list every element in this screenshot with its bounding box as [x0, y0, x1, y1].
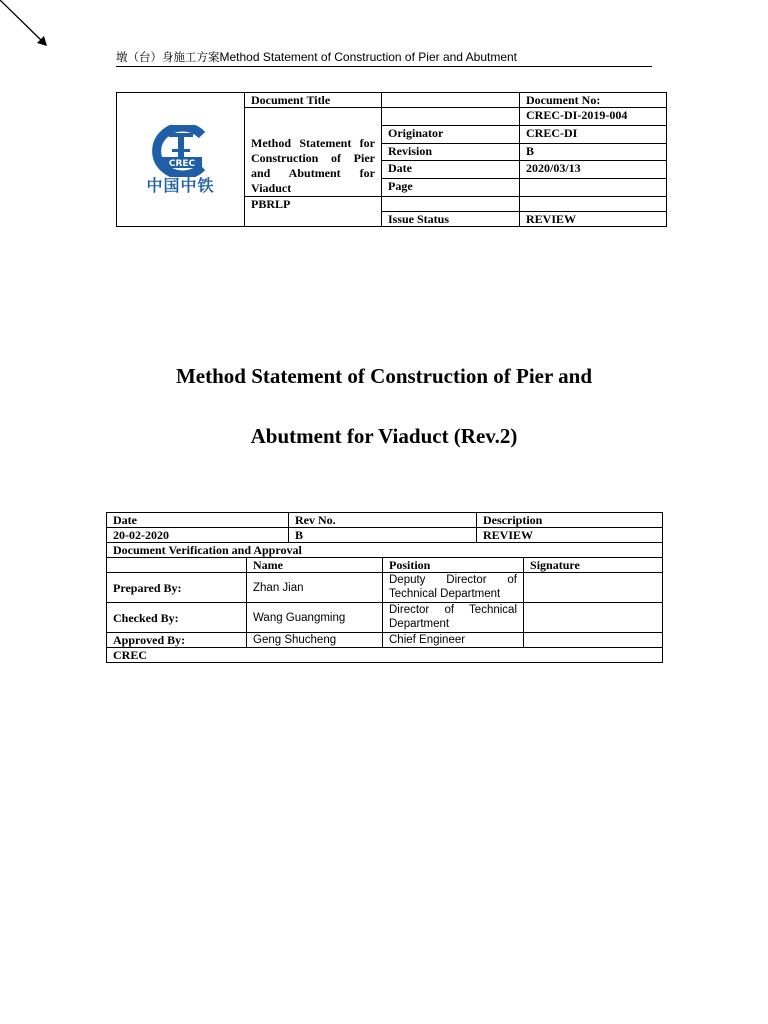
- position-approved: Chief Engineer: [383, 633, 524, 648]
- table-row: [107, 633, 663, 648]
- position-checked: Director of Technical Department: [383, 603, 524, 633]
- column-position: Position: [383, 558, 524, 573]
- date-label: Date: [382, 161, 520, 179]
- revision-rev-no: B: [289, 528, 477, 543]
- logo-cell: [117, 93, 245, 227]
- header-date: Date: [107, 513, 289, 528]
- signature-approved: [524, 633, 663, 648]
- project-code: PBRLP: [245, 197, 382, 227]
- header-text-cn: 墩（台）身施工方案: [116, 50, 220, 64]
- position-prepared: Deputy Director of Technical Department: [383, 573, 524, 603]
- issue-status-label: Issue Status: [382, 212, 520, 227]
- name-prepared: Zhan Jian: [247, 573, 383, 603]
- crec-logo: [131, 125, 231, 193]
- table-row: [107, 513, 663, 528]
- document-no-value: CREC-DI-2019-004: [520, 108, 667, 126]
- table-row: [107, 648, 663, 663]
- table-row: [107, 573, 663, 603]
- page-header: [116, 48, 652, 67]
- role-checked: Checked By:: [107, 603, 247, 633]
- crec-emblem-icon: [148, 125, 214, 177]
- verification-title: Document Verification and Approval: [107, 543, 663, 558]
- page-value: [520, 179, 667, 197]
- document-title-label: Document Title: [245, 93, 382, 108]
- table-row: [107, 543, 663, 558]
- name-checked: Wang Guangming: [247, 603, 383, 633]
- signature-checked: [524, 603, 663, 633]
- column-signature: Signature: [524, 558, 663, 573]
- signature-prepared: [524, 573, 663, 603]
- table-row: [107, 528, 663, 543]
- document-no-label: Document No:: [520, 93, 667, 108]
- document-title-value: Method Statement for Construction of Pier and Abutment for Viaduct: [245, 108, 382, 197]
- table-row: [107, 558, 663, 573]
- revision-date: 20-02-2020: [107, 528, 289, 543]
- originator-label: Originator: [382, 125, 520, 143]
- revision-description: REVIEW: [477, 528, 663, 543]
- header-description: Description: [477, 513, 663, 528]
- approval-table: [106, 512, 663, 663]
- role-approved: Approved By:: [107, 633, 247, 648]
- main-title-line-1: Method Statement of Construction of Pier and: [175, 364, 593, 388]
- header-rev-no: Rev No.: [289, 513, 477, 528]
- table-row: [107, 603, 663, 633]
- page-label: Page: [382, 179, 520, 197]
- document-info-table: [116, 92, 667, 227]
- role-prepared: Prepared By:: [107, 573, 247, 603]
- corner-arrow-icon: [0, 0, 50, 50]
- approval-footer: CREC: [107, 648, 663, 663]
- svg-text:CREC: CREC: [168, 159, 195, 169]
- revision-label: Revision: [382, 143, 520, 161]
- header-text-en: Method Statement of Construction of Pier and Abutment: [219, 50, 518, 64]
- revision-value: B: [520, 143, 667, 161]
- name-approved: Geng Shucheng: [247, 633, 383, 648]
- logo-text-cn: 中国中铁: [146, 176, 215, 195]
- originator-value: CREC-DI: [520, 125, 667, 143]
- date-value: 2020/03/13: [520, 161, 667, 179]
- column-name: Name: [247, 558, 383, 573]
- issue-status-value: REVIEW: [520, 212, 667, 227]
- main-title-line-2: Abutment for Viaduct (Rev.2): [250, 424, 518, 448]
